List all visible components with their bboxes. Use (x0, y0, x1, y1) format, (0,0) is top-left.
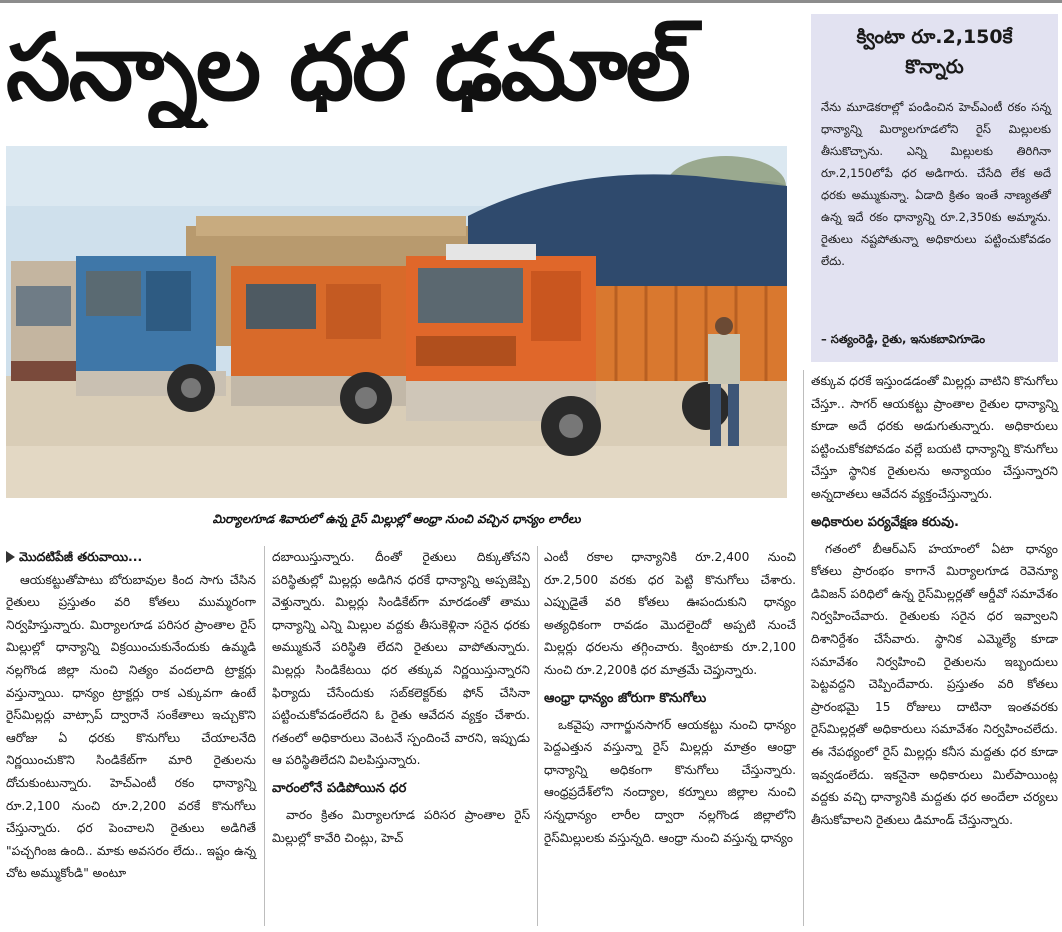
continuation-text: మొదటిపేజీ తరువాయి... (19, 549, 143, 564)
column-2-body: దబాయిస్తున్నారు. దీంతో రైతులు దిక్కుతోచని పరిస్థితుల్లో మిల్లర్లు అడిగిన ధరకే ధాన్యాన్ని అప్పజెప్పి వెళ్తున్నారు. మిల్లర్లు సిండికేట్‌గా మారడంతో తాము ధాన్యాన్ని ఎన్ని మిల్లుల వద్దకు తీసుకెళ్లినా సరైన ధరకు అమ్ముకునే పరిస్థితి లేదని రైతులు వాపోతున్నారు. మిల్లర్లు సిండికేటయి ధర తక్కువ నిర్ణయిస్తున్నారని ఫిర్యాదు చేసేందుకు సబ్‌కలెక్టర్‌కు ఫోన్ చేసినా పట్టించుకోవడంలేదని ఓ రైతు ఆవేదన వ్యక్తం చేశారు. గతంలో అధికారులు వెంటనే స్పందించే వారని, ఇప్పుడు ఆ పరిస్థితిలేదని విలపిస్తున్నారు. (272, 550, 530, 768)
subheading-oversight: అధికారుల పర్యవేక్షణ కరువు. (811, 514, 959, 530)
column-3-body-2: ఒకవైపు నాగార్జునసాగర్ ఆయకట్టు నుంచి ధాన్యం పెద్దఎత్తున వస్తున్నా రైస్ మిల్లర్లు మాత్రం ఆంధ్రా ధాన్యాన్ని అధికంగా కొనుగోలు చేస్తున్నారు. ఆంధ్రప్రదేశ్‌లోని నంద్యాల, కర్నూలు జిల్లాల నుంచి సన్నధాన్యం లారీల ద్వారా నల్లగొండ జిల్లాలోని రైస్‌మిల్లులకు వస్తున్నది. ఆంధ్రా నుంచి వస్తున్న ధాన్యం (544, 717, 796, 845)
article-column-1 (6, 546, 256, 885)
column-4-body: తక్కువ ధరకే ఇస్తుండడంతో మిల్లర్లు వాటిని కొనుగోలు చేస్తూ.. సాగర్ ఆయకట్టు ప్రాంతాల రైతుల ధాన్యాన్ని కూడా అదే ధరకు అడుగుతున్నారు. అధికారులు పట్టించుకోకపోవడం వల్లే బయటి ధాన్యాన్ని కొనుగోలు చేస్తూ స్థానిక రైతులను అన్యాయం చేస్తున్నారని అన్నదాతలు ఆవేదన వ్యక్తంచేస్తున్నారు. (811, 374, 1058, 501)
article-column-2 (272, 546, 530, 849)
quote-box-body: నేను మూడెకరాల్లో పండించిన హెచ్ఎంటీ రకం సన్న ధాన్యాన్ని మిర్యాలగూడలోని రైస్ మిల్లులకు తీసుకొచ్చాను. ఎన్ని మిల్లులకు తిరిగినా రూ.2,150లోపే ధర అడిగారు. చేసేది లేక అదే ధరకు అమ్ముకున్నా. ఏడాది క్రితం ఇంతే నాణ్యతతో ఉన్న ఇదే రకం ధాన్యాన్ని రూ.2,350కు అమ్మాను. రైతులు నష్టపోతున్నా అధికారులు పట్టించుకోవడం లేదు. (821, 100, 1051, 268)
farmer-quote-box (811, 14, 1058, 362)
subheading-price-drop: వారంలోనే పడిపోయిన ధర (272, 780, 407, 796)
column-3-body: ఎంటీ రకాల ధాన్యానికి రూ.2,400 నుంచి రూ.2,500 వరకు ధర పెట్టి కొనుగోలు చేశారు. ఎప్పుడైతే వరి కోతలు ఊపందుకుని ధాన్యం అత్యధికంగా రావడం మొదలైందో అప్పటి నుంచే మిల్లర్లు ధరలను తగ్గించారు. క్వింటాకు రూ.2,100 నుంచి రూ.2,200కి ధర మాత్రమే చెప్తున్నారు. (544, 550, 796, 677)
quote-box-signature: – సత్యంరెడ్డి, రైతు, ఇనుకబావిగూడెం (821, 332, 986, 346)
continuation-label (6, 546, 256, 569)
photo-caption: మిర్యాలగూడ శివారులో ఉన్న రైస్ మిల్లుల్లో ఆంధ్రా నుంచి వచ్చిన ధాన్యం లారీలు (212, 512, 581, 526)
arrow-right-icon (6, 551, 15, 563)
article-column-3 (544, 546, 796, 849)
column-divider (803, 370, 804, 926)
article-column-4 (811, 370, 1058, 831)
quote-box-title-line2: కొన్నారు (905, 56, 964, 78)
headline: సన్నాల ధర ఢమాల్ (6, 14, 689, 121)
column-1-body: ఆయకట్టుతోపాటు బోరుబావుల కింద సాగు చేసిన రైతులు ప్రస్తుతం వరి కోతలు ముమ్మరంగా నిర్వహిస్తున్నారు. మిర్యాలగూడ పరిసర ప్రాంతాల రైస్ మిల్లుల్లో ధాన్యాన్ని విక్రయించుకునేందుకు ఉమ్మడి నల్లగొండ జిల్లా నుంచి నిత్యం వందలాది ట్రాక్టర్లు వస్తున్నాయి. ధాన్యం ట్రాక్టర్లు రాక ఎక్కువగా ఉంటే రైస్‌మిల్లర్లు వాట్సాప్ ద్వారానే సంకేతాలు ఇచ్చుకొని ఆరోజు ఏ ధరకు కొనుగోలు చేయాలనేది నిర్ణయించుకొని సిండికేట్‌గా మారి రైతులను దోచుకుంటున్నారు. హెచ్ఎంటీ రకం ధాన్యాన్ని రూ.2,100 నుంచి రూ.2,200 వరకే కొనుగోలు చేస్తున్నారు. ధర పెంచాలని రైతులు అడిగితే "పచ్చగింజ ఉంది.. మాకు అవసరం లేదు.. ఇష్టం ఉన్న చోట అమ్ముకోండి" అంటూ (6, 572, 256, 881)
subheading-andhra-grain: ఆంధ్రా ధాన్యం జోరుగా కొనుగోలు (544, 690, 707, 706)
news-photo (6, 146, 787, 498)
top-rule (0, 0, 1062, 3)
quote-box-title-line1: క్వింటా రూ.2,150కే (856, 26, 1013, 48)
column-2-body-2: వారం క్రితం మిర్యాలగూడ పరిసర ప్రాంతాల రైస్ మిల్లుల్లో కావేరి చింట్లు, హెచ్ (272, 807, 530, 845)
column-divider (264, 546, 265, 926)
column-4-body-2: గతంలో బీఆర్ఎస్ హయాంలో ఏటా ధాన్యం కోతలు ప్రారంభం కాగానే మిర్యాలగూడ రెవెన్యూ డివిజన్ పరిధిలో ఉన్న రైస్‌మిల్లర్లతో ఆర్డీవో సమావేశం నిర్వహించేవారు. రైతులకు సరైన ధర ఇవ్వాలని దిశానిర్దేశం చేసేవారు. స్థానిక ఎమ్మెల్యే కూడా సమావేశం నిర్వహించి రైతులను ఇబ్బందులు పెట్టవద్దని చెప్పిందేవారు. ప్రస్తుతం వరి కోతలు ప్రారంభమై 15 రోజులు దాటినా ఇంతవరకు రైస్‌మిల్లర్లతో అధికారులు సమావేశం నిర్వహించలేదు. ఈ నేపథ్యంలో రైస్ మిల్లర్లు కనీస మద్దతు ధర కూడా ఇవ్వడంలేదు. ఇకనైనా అధికారులు మిల్‌పాయింట్ల వద్దకు వచ్చి ధాన్యానికి మద్దతు ధర అందేలా చర్యలు తీసుకోవాలని రైతులు డిమాండ్ చేస్తున్నారు. (811, 541, 1058, 827)
column-divider (537, 546, 538, 926)
quote-box-title (811, 22, 1058, 82)
trucks-photo-illustration (6, 146, 787, 498)
